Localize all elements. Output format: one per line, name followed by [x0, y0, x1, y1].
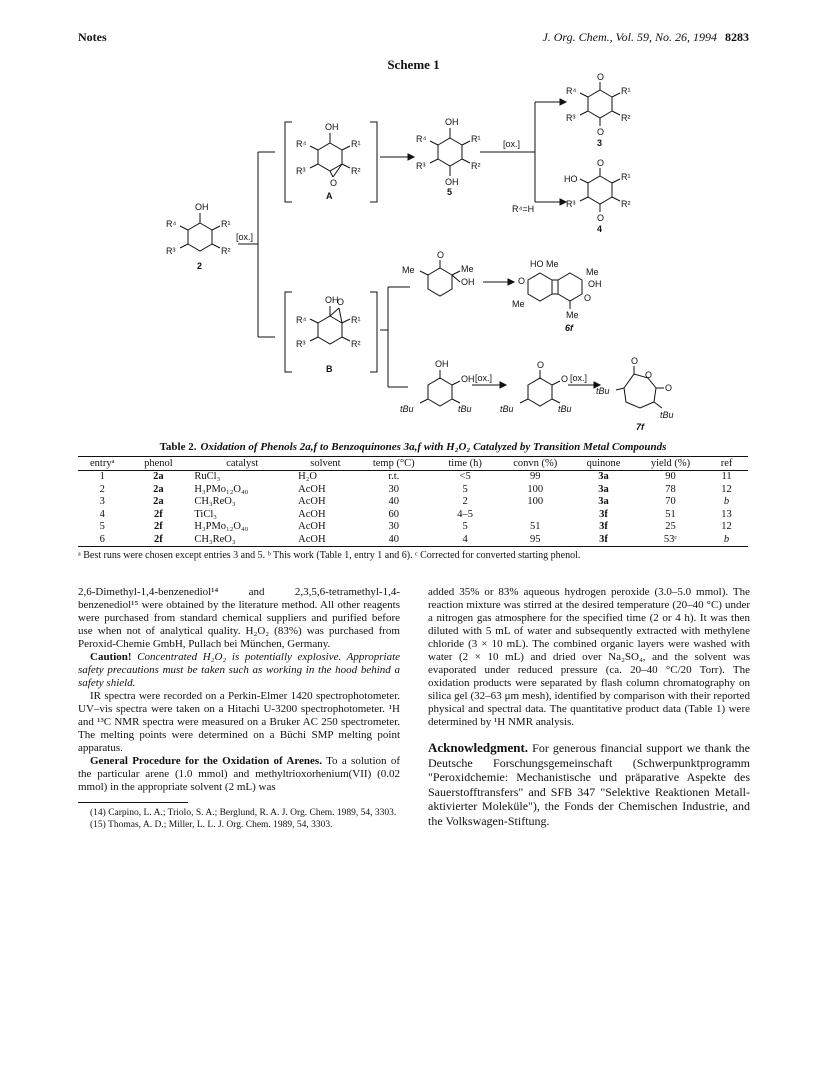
paragraph-caution	[78, 651, 400, 690]
atom-o: O	[597, 213, 605, 223]
cell-temp: 30	[388, 521, 400, 532]
cell-phenol: 2f	[154, 533, 163, 545]
cell-ref: 13	[721, 508, 732, 520]
col-ref: ref	[720, 458, 733, 469]
r4-equals-h-label: R⁴=H	[512, 204, 535, 214]
cell-conversion: 51	[530, 521, 541, 532]
atom-me: Me	[461, 264, 474, 274]
atom-r2: R²	[621, 199, 631, 209]
cell-conversion: 95	[530, 533, 541, 545]
paragraph-general-procedure	[78, 755, 400, 794]
atom-r4: R⁴	[566, 86, 577, 96]
atom-o: O	[597, 127, 605, 137]
cell-quinone: 3a	[598, 471, 609, 482]
atom-o: O	[337, 297, 345, 307]
cell-phenol: 2a	[153, 496, 164, 507]
acknowledgment-heading: Acknowledgment.	[428, 740, 529, 755]
cell-quinone: 3f	[599, 508, 608, 520]
col-conversion: convn (%)	[513, 458, 558, 469]
compound-label-B: B	[326, 364, 333, 374]
cell-quinone: 3a	[598, 483, 609, 495]
atom-o: O	[330, 178, 338, 188]
atom-oh: OH	[461, 277, 475, 287]
footnote-14: (14) Carpino, L. A.; Triolo, S. A.; Berglund, R. A. J. Org. Chem. 1989, 54, 3303.	[90, 808, 397, 818]
cell-temp: 40	[388, 533, 400, 545]
col-time: time (h)	[448, 458, 482, 469]
cell-conversion: 99	[530, 471, 541, 482]
atom-r3: R³	[296, 339, 306, 349]
cell-entry: 1	[99, 471, 105, 482]
atom-r2: R²	[351, 339, 361, 349]
tbu-phenol-structure	[400, 359, 475, 414]
atom-r2: R²	[221, 246, 231, 256]
general-procedure-label: General Procedure for the Oxidation of Arenes.	[90, 755, 322, 767]
ox-label-1: [ox.]	[236, 232, 254, 242]
atom-r1: R¹	[221, 219, 231, 229]
cell-temp: 60	[388, 508, 400, 520]
cell-ref: 11	[721, 471, 732, 482]
col-entry: entryᵃ	[90, 458, 115, 469]
cell-yield: 51	[665, 508, 676, 520]
atom-r3: R³	[416, 161, 426, 171]
compound-A-structure	[285, 122, 377, 202]
caution-text: Concentrated H₂O₂ is potentially explosive. Appropriate safety precautions must be taken such as working in the hood behind a safety shield.	[78, 651, 401, 689]
atom-tbu: tBu	[400, 404, 414, 414]
atom-r1: R¹	[351, 315, 361, 325]
cell-entry: 2	[99, 483, 105, 495]
atom-me: Me	[512, 299, 525, 309]
atom-ho: HO	[564, 174, 578, 184]
cell-ref: 12	[721, 521, 732, 532]
compound-5-structure	[416, 117, 481, 197]
paragraph-procedure-continued: added 35% or 83% aqueous hydrogen peroxide (3.0–5.0 mmol). The reaction mixture was stirred at the desired temperature (20–40 °C) under a nitrogen gas atmosphere for the specified time (2 or 4 h). It was then diluted with 5 mL of water and subsequently extracted with methylene chloride (3 × 10 mL). The combined organic layers were washed with water (2 × 10 mL) and dried over Na₂SO₄, and the solvent was evaporated under reduced pressure (ca. 20–40 °C/20 Torr). The oxidation products were separated by flash column chromatography on silica gel (32–63 μm mesh), identified by comparison with their reported physical and spectral data. The quantitative product data (Table 1) were determined by ¹H NMR analysis.	[428, 586, 750, 728]
ox-label-4: [ox.]	[570, 373, 588, 383]
cell-yield: 25	[665, 521, 676, 532]
cell-phenol: 2f	[154, 521, 163, 532]
acknowledgment	[428, 741, 750, 828]
atom-r4: R⁴	[296, 315, 307, 325]
left-column	[78, 586, 400, 831]
compound-label-2: 2	[197, 261, 203, 271]
atom-r1: R¹	[621, 172, 631, 182]
compound-label-5: 5	[447, 187, 453, 197]
table-row	[78, 496, 748, 509]
cell-conversion	[499, 509, 571, 522]
cell-temp: r.t.	[388, 471, 400, 482]
table-header-row	[78, 457, 748, 471]
cell-catalyst: H₃PMo₁₂O₄₀	[194, 521, 249, 532]
table-row	[78, 484, 748, 497]
cell-solvent: AcOH	[298, 521, 326, 532]
cell-conversion: 100	[527, 483, 544, 495]
atom-r1: R¹	[471, 134, 481, 144]
cell-yield: 78	[665, 483, 676, 495]
cell-time: 4	[462, 533, 468, 545]
atom-oh: OH	[325, 295, 339, 305]
cell-time: 5	[462, 521, 468, 532]
table-footnotes: ᵃ Best runs were chosen except entries 3 and 5. ᵇ This work (Table 1, entry 1 and 6). ᶜ Corrected for converted starting phenol.	[78, 550, 581, 561]
cell-quinone: 3f	[599, 533, 608, 545]
atom-tbu: tBu	[458, 404, 472, 414]
table-row	[78, 509, 748, 522]
running-head-right	[542, 30, 749, 45]
table-caption	[78, 441, 748, 453]
cell-phenol: 2a	[153, 471, 164, 482]
cell-time: 2	[462, 496, 468, 507]
cell-entry: 4	[99, 508, 105, 520]
atom-r2: R²	[351, 166, 361, 176]
table-2	[78, 441, 748, 561]
atom-ho: HO	[530, 259, 544, 269]
cell-yield: 53ᶜ	[663, 533, 678, 545]
col-quinone: quinone	[586, 458, 621, 469]
table-row	[78, 471, 748, 484]
atom-o: O	[665, 383, 673, 393]
atom-tbu: tBu	[558, 404, 572, 414]
atom-oh: OH	[445, 177, 459, 187]
atom-me: Me	[566, 310, 579, 320]
atom-r2: R²	[621, 113, 631, 123]
cell-solvent: H₂O	[298, 471, 317, 482]
cell-phenol: 2a	[153, 483, 164, 495]
atom-o: O	[561, 374, 569, 384]
compound-label-A: A	[326, 191, 333, 201]
atom-r3: R³	[566, 113, 576, 123]
cell-phenol: 2f	[154, 508, 163, 520]
atom-o: O	[584, 293, 592, 303]
atom-oh: OH	[588, 279, 602, 289]
compound-3-structure	[566, 72, 631, 148]
page-number: 8283	[725, 30, 749, 44]
atom-o: O	[518, 276, 526, 286]
cell-catalyst: CH₃ReO₃	[194, 533, 236, 545]
atom-oh: OH	[445, 117, 459, 127]
paragraph-instruments: IR spectra were recorded on a Perkin-Elmer 1420 spectrophotometer. UV–vis spectra were taken on a Hitachi U-3200 spectrophotometer. ¹H and ¹³C NMR spectra were measured on a Bruker AC 250 spectrometer. The melting points were determined on a Büchi SMP melting point apparatus.	[78, 690, 400, 754]
atom-r1: R¹	[351, 139, 361, 149]
oxidation-table	[78, 456, 748, 547]
scheme-title: Scheme 1	[387, 57, 440, 72]
col-catalyst: catalyst	[226, 458, 259, 469]
compound-2-structure	[166, 202, 231, 271]
atom-oh: OH	[461, 374, 475, 384]
cell-yield: 70	[665, 496, 676, 507]
cell-quinone: 3a	[598, 496, 609, 507]
atom-r4: R⁴	[166, 219, 177, 229]
cell-solvent: AcOH	[298, 496, 326, 507]
cell-entry: 6	[99, 533, 105, 545]
table-row	[78, 521, 748, 534]
atom-o: O	[537, 360, 545, 370]
atom-me: Me	[546, 259, 559, 269]
cell-quinone: 3f	[599, 521, 608, 532]
caution-label: Caution!	[90, 651, 132, 663]
dienone-structure	[402, 250, 475, 296]
footnote-divider	[78, 802, 188, 803]
cell-time: <5	[459, 471, 471, 482]
compound-6f-structure	[512, 259, 602, 333]
col-solvent: solvent	[310, 458, 341, 469]
journal-citation: J. Org. Chem., Vol. 59, No. 26, 1994	[542, 30, 717, 44]
atom-me: Me	[586, 267, 599, 277]
atom-tbu: tBu	[596, 386, 610, 396]
cell-solvent: AcOH	[298, 508, 326, 520]
acknowledgment-text: For generous financial support we thank the Deutsche Forschungsgemeinschaft (Schwerpunktprogramm "Peroxidchemie: Mechanistische und präparative Aspekte des Sauerstofftransfers" and SFB 347 "Selektive Reaktionen Metall-aktivierter Moleküle"), the Fonds der Chemischen Industrie, and the Volkswagen-Stiftung.	[428, 741, 751, 828]
cell-catalyst: TiCl₃	[194, 508, 217, 520]
ox-label-3: [ox.]	[475, 373, 493, 383]
compound-label-4: 4	[597, 224, 603, 234]
cell-catalyst: CH₃ReO₃	[194, 496, 236, 507]
running-head-left: Notes	[78, 30, 107, 44]
cell-yield: 90	[665, 471, 676, 482]
col-temp: temp (°C)	[372, 458, 415, 469]
atom-r4: R⁴	[416, 134, 427, 144]
cell-temp: 30	[388, 483, 400, 495]
cell-time: 4–5	[457, 508, 473, 520]
cell-ref: b	[723, 533, 730, 545]
cell-entry: 3	[99, 496, 105, 507]
atom-r3: R³	[166, 246, 176, 256]
atom-r3: R³	[296, 166, 306, 176]
o-quinone-structure	[500, 360, 572, 414]
compound-label-6f: 6f	[565, 323, 574, 333]
atom-tbu: tBu	[660, 410, 674, 420]
atom-o: O	[597, 72, 605, 82]
general-procedure-text: To a solution of the particular arene (1.0 mmol) and methyltrioxorhenium(VII) (0.02 mmol) in the appropriate solvent (2 mL) was	[78, 755, 400, 793]
atom-r4: R⁴	[296, 139, 307, 149]
cell-catalyst: H₃PMo₁₂O₄₀	[194, 483, 249, 495]
reaction-scheme	[150, 72, 710, 432]
cell-catalyst: RuCl₃	[194, 471, 221, 482]
table-row	[78, 534, 748, 547]
cell-temp: 40	[388, 496, 400, 507]
cell-ref: 12	[721, 483, 732, 495]
atom-oh: OH	[195, 202, 209, 212]
atom-o: O	[597, 158, 605, 168]
atom-o: O	[631, 356, 639, 366]
compound-label-7f: 7f	[636, 422, 645, 432]
atom-r1: R¹	[621, 86, 631, 96]
cell-time: 5	[462, 483, 468, 495]
paragraph-reagents: 2,6-Dimethyl-1,4-benzenediol¹⁴ and 2,3,5,6-tetramethyl-1,4-benzenediol¹⁵ were obtained by the literature method. All other reagents were purchased from standard chemical suppliers and purified before use when not of analytical quality. H₂O₂ (83%) was purchased from Peroxid-Chemie GmbH, Pullach bei München, Germany.	[78, 586, 400, 650]
compound-7f-structure	[596, 356, 674, 432]
compound-B-structure	[285, 292, 377, 374]
compound-4-structure	[564, 158, 631, 234]
cell-entry: 5	[99, 521, 105, 532]
footnote-15: (15) Thomas, A. D.; Miller, L. L. J. Org. Chem. 1989, 54, 3303.	[90, 819, 333, 830]
col-phenol: phenol	[144, 458, 173, 469]
table-title: Oxidation of Phenols 2a,f to Benzoquinones 3a,f with H₂O₂ Catalyzed by Transition Metal Compounds	[200, 441, 667, 453]
atom-me: Me	[402, 265, 415, 275]
atom-tbu: tBu	[500, 404, 514, 414]
atom-r2: R²	[471, 161, 481, 171]
atom-o: O	[645, 370, 653, 380]
cell-conversion: 100	[527, 496, 544, 507]
right-column	[428, 586, 750, 828]
col-yield: yield (%)	[650, 458, 691, 469]
cell-ref: b	[723, 496, 730, 507]
cell-solvent: AcOH	[298, 533, 326, 545]
table-number: Table 2.	[159, 441, 197, 453]
atom-o: O	[437, 250, 445, 260]
atom-r3: R³	[566, 199, 576, 209]
atom-oh: OH	[325, 122, 339, 132]
compound-label-3: 3	[597, 138, 603, 148]
cell-solvent: AcOH	[298, 483, 326, 495]
atom-oh: OH	[435, 359, 449, 369]
ox-label-2: [ox.]	[503, 139, 521, 149]
